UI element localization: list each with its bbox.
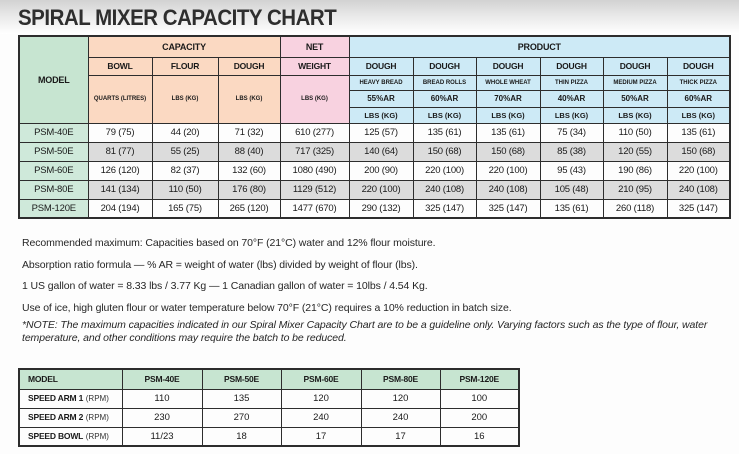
bowl-cell: 126 (120) [88, 161, 152, 180]
speed-row-label [19, 408, 122, 427]
bowl-cell: 204 (194) [88, 199, 152, 218]
speed-value: 240 [281, 408, 361, 427]
product-cell: 210 (95) [603, 180, 667, 199]
speed-row-label-text: SPEED ARM 2 [28, 412, 84, 422]
product-cell: 135 (61) [413, 123, 476, 142]
bowl-header: BOWL [88, 57, 152, 75]
product-unit-header: LBS (KG) [476, 107, 540, 123]
product-dough-header: DOUGH [603, 57, 667, 75]
speed-value: 18 [202, 427, 281, 446]
speed-value: 17 [361, 427, 440, 446]
product-ar-header: 60%AR [667, 90, 730, 107]
flour-unit-header: LBS (KG) [152, 75, 218, 123]
flour-cell: 55 (25) [152, 142, 218, 161]
product-cell: 110 (50) [603, 123, 667, 142]
note-line: Absorption ratio formula — % AR = weight of water (lbs) divided by weight of flour (lbs). [22, 258, 418, 271]
product-cell: 135 (61) [540, 199, 603, 218]
product-cell: 150 (68) [413, 142, 476, 161]
speed-row-unit: (RPM) [85, 413, 109, 422]
product-unit-header: LBS (KG) [540, 107, 603, 123]
product-unit-header: LBS (KG) [667, 107, 730, 123]
product-cell: 325 (147) [476, 199, 540, 218]
product-dough-header: DOUGH [476, 57, 540, 75]
speed-col-header: PSM-50E [202, 369, 281, 389]
page-title [18, 5, 360, 31]
product-cell: 290 (132) [349, 199, 413, 218]
speed-value: 230 [122, 408, 202, 427]
product-type-header: MEDIUM PIZZA [603, 75, 667, 90]
bowl-cell: 79 (75) [88, 123, 152, 142]
model-header: MODEL [19, 36, 88, 123]
product-unit-header: LBS (KG) [603, 107, 667, 123]
product-header: PRODUCT [349, 36, 730, 57]
dough-cell: 132 (60) [218, 161, 280, 180]
flour-cell: 165 (75) [152, 199, 218, 218]
product-type-header: BREAD ROLLS [413, 75, 476, 90]
product-ar-header: 50%AR [603, 90, 667, 107]
product-cell: 125 (57) [349, 123, 413, 142]
product-unit-header: LBS (KG) [349, 107, 413, 123]
model-cell: PSM-40E [19, 123, 88, 142]
bowl-cell: 141 (134) [88, 180, 152, 199]
speed-value: 120 [281, 389, 361, 408]
weight-cell: 1477 (670) [280, 199, 349, 218]
table-row-psm40e [19, 123, 730, 142]
product-cell: 220 (100) [349, 180, 413, 199]
speed-value: 100 [440, 389, 519, 408]
net-header: NET [280, 36, 349, 57]
speed-row-label-text: SPEED ARM 1 [28, 393, 84, 403]
speed-value: 16 [440, 427, 519, 446]
note-line: Recommended maximum: Capacities based on 70°F (21°C) water and 12% flour moisture. [22, 237, 436, 249]
product-cell: 325 (147) [667, 199, 730, 218]
product-cell: 120 (55) [603, 142, 667, 161]
weight-cell: 1080 (490) [280, 161, 349, 180]
page-title-text: SPIRAL MIXER CAPACITY CHART [18, 5, 337, 30]
speed-col-header: PSM-120E [440, 369, 519, 389]
product-cell: 85 (38) [540, 142, 603, 161]
speed-value: 200 [440, 408, 519, 427]
bowl-cell: 81 (77) [88, 142, 152, 161]
product-cell: 190 (86) [603, 161, 667, 180]
speed-value: 11/23 [122, 427, 202, 446]
product-cell: 135 (61) [476, 123, 540, 142]
speed-col-header: PSM-60E [281, 369, 361, 389]
product-cell: 200 (90) [349, 161, 413, 180]
product-cell: 75 (34) [540, 123, 603, 142]
speed-table-header-row [19, 369, 519, 389]
speed-row-unit: (RPM) [85, 394, 109, 403]
flour-cell: 82 (37) [152, 161, 218, 180]
product-type-header: THIN PIZZA [540, 75, 603, 90]
weight-header: WEIGHT [280, 57, 349, 75]
product-dough-header: DOUGH [413, 57, 476, 75]
speed-col-header: PSM-40E [122, 369, 202, 389]
product-dough-header: DOUGH [540, 57, 603, 75]
guideline-note: *NOTE: The maximum capacities indicated in our Spiral Mixer Capacity Chart are to be a guideline only. Varying factors such as the type of flour, water temperature, and other conditions may require the batch to be reduced. [22, 319, 708, 344]
speed-bowl-row [19, 427, 519, 446]
product-cell: 240 (108) [476, 180, 540, 199]
product-ar-header: 40%AR [540, 90, 603, 107]
dough-cell: 88 (40) [218, 142, 280, 161]
product-cell: 240 (108) [667, 180, 730, 199]
bowl-unit-header: QUARTS (LITRES) [88, 75, 152, 123]
product-ar-header: 55%AR [349, 90, 413, 107]
table-row-psm50e [19, 142, 730, 161]
speed-arm1-row [19, 389, 519, 408]
product-type-header: THICK PIZZA [667, 75, 730, 90]
product-cell: 220 (100) [667, 161, 730, 180]
dough-header: DOUGH [218, 57, 280, 75]
speed-row-label-text: SPEED BOWL [28, 430, 84, 441]
product-cell: 260 (118) [603, 199, 667, 218]
note-line: 1 US gallon of water = 8.33 lbs / 3.77 Kg — 1 Canadian gallon of water = 10lbs / 4.54 Kg. [22, 280, 428, 292]
speed-value: 110 [122, 389, 202, 408]
product-cell: 220 (100) [476, 161, 540, 180]
model-cell: PSM-80E [19, 180, 88, 199]
product-dough-header: DOUGH [667, 57, 730, 75]
speed-table [18, 368, 520, 447]
product-ar-header: 60%AR [413, 90, 476, 107]
model-cell: PSM-120E [19, 199, 88, 218]
product-cell: 140 (64) [349, 142, 413, 161]
product-unit-header: LBS (KG) [413, 107, 476, 123]
product-cell: 105 (48) [540, 180, 603, 199]
product-cell: 240 (108) [413, 180, 476, 199]
table-row-psm60e [19, 161, 730, 180]
speed-value: 240 [361, 408, 440, 427]
capacity-table [18, 35, 731, 219]
speed-model-header: MODEL [19, 369, 122, 389]
table-row-psm120e [19, 199, 730, 218]
product-type-header: HEAVY BREAD [349, 75, 413, 90]
dough-cell: 176 (80) [218, 180, 280, 199]
speed-value: 270 [202, 408, 281, 427]
speed-row-label [19, 427, 122, 446]
notes-section [22, 237, 727, 323]
speed-row-label [19, 389, 122, 408]
dough-unit-header: LBS (KG) [218, 75, 280, 123]
note-line: Use of ice, high gluten flour or water temperature below 70°F (21°C) requires a 10% reduction in batch size. [22, 301, 512, 314]
dough-cell: 71 (32) [218, 123, 280, 142]
flour-cell: 44 (20) [152, 123, 218, 142]
speed-value: 17 [281, 427, 361, 446]
speed-row-unit: (RPM) [85, 431, 109, 441]
dough-cell: 265 (120) [218, 199, 280, 218]
flour-cell: 110 (50) [152, 180, 218, 199]
product-cell: 220 (100) [413, 161, 476, 180]
product-cell: 150 (68) [476, 142, 540, 161]
product-cell: 135 (61) [667, 123, 730, 142]
speed-col-header: PSM-80E [361, 369, 440, 389]
weight-cell: 1129 (512) [280, 180, 349, 199]
flour-header: FLOUR [152, 57, 218, 75]
weight-unit-header: LBS (KG) [280, 75, 349, 123]
speed-value: 135 [202, 389, 281, 408]
speed-value: 120 [361, 389, 440, 408]
weight-cell: 610 (277) [280, 123, 349, 142]
product-dough-header: DOUGH [349, 57, 413, 75]
product-cell: 95 (43) [540, 161, 603, 180]
model-cell: PSM-50E [19, 142, 88, 161]
product-cell: 325 (147) [413, 199, 476, 218]
product-ar-header: 70%AR [476, 90, 540, 107]
table-row-psm80e [19, 180, 730, 199]
speed-arm2-row [19, 408, 519, 427]
product-type-header: WHOLE WHEAT [476, 75, 540, 90]
model-cell: PSM-60E [19, 161, 88, 180]
product-cell: 150 (68) [667, 142, 730, 161]
weight-cell: 717 (325) [280, 142, 349, 161]
capacity-header: CAPACITY [88, 36, 280, 57]
